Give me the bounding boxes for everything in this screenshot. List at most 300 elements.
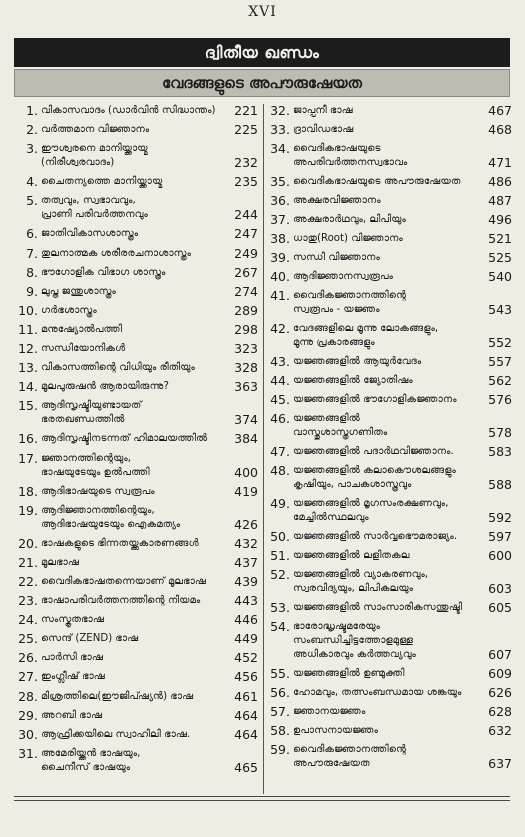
toc-entry-titles: [293, 601, 512, 615]
toc-entry-number: 36.: [270, 193, 290, 208]
toc-entry-line: [293, 634, 512, 648]
toc-entry-title: വൈദികഭാഷയുടെ: [293, 143, 381, 154]
toc-entry-line: [293, 303, 512, 317]
toc-entry: [16, 266, 258, 280]
toc-entry-title: മൂന്നു പ്രകാരങ്ങളും: [293, 337, 375, 348]
toc-entry-number: 16.: [18, 431, 38, 447]
toc-entry-titles: [41, 175, 258, 189]
toc-entry: [268, 724, 512, 738]
toc-entry-page: 543: [488, 302, 512, 317]
toc-entry-title: വർത്തമാന വിജ്ഞാനം: [41, 124, 150, 136]
toc-entry: [16, 728, 258, 742]
toc-entry-line: [293, 445, 512, 459]
toc-entry-title: ഗർഭശാസ്ത്രം: [41, 304, 97, 316]
toc-entry-titles: [293, 322, 512, 350]
toc-entry-title: സ്വരൂപം - യജ്ഞം: [293, 304, 380, 315]
toc-entry-page: 600: [488, 548, 512, 563]
toc-entry-titles: [41, 728, 258, 742]
toc-entry-title: യജ്ഞങ്ങളിൽ സാർവ്വഭൌമരാജ്യം.: [293, 531, 458, 542]
toc-entry: [268, 601, 512, 615]
toc-entry-line: [293, 497, 512, 511]
toc-entry-number: 11.: [18, 321, 38, 337]
toc-entry-page: 525: [488, 250, 512, 265]
toc-entry-title: ഭാഷകളുടെ ഭിന്നതയ്ക്കുകാരണങ്ങൾ: [41, 537, 199, 549]
toc-entry-line: [293, 620, 512, 634]
toc-entry-titles: [293, 568, 512, 596]
toc-entry-page: 557: [488, 354, 512, 369]
toc-entry-line: [41, 709, 258, 723]
toc-entry-title: പ്രാണി പരിവർത്തനവും: [41, 209, 148, 221]
toc-entry-title: തുലനാത്മക ശരീരരചനാശാസ്ത്രം: [41, 247, 191, 259]
toc-entry-titles: [293, 104, 512, 118]
toc-entry-number: 22.: [18, 573, 38, 589]
toc-entry: [16, 504, 258, 532]
toc-entry-number: 24.: [18, 612, 38, 628]
toc-entry-title: സന്ധി വിജ്ഞാനം: [293, 252, 380, 263]
toc-entry-title: അറബി ഭാഷ: [41, 709, 103, 721]
toc-entry-number: 47.: [270, 444, 290, 459]
toc-entry-titles: [293, 123, 512, 137]
toc-entry-page: 461: [234, 688, 258, 704]
toc-entry: [16, 537, 258, 551]
toc-entry-page: 432: [234, 535, 258, 551]
toc-entry-page: 628: [488, 704, 512, 719]
toc-entry: [16, 304, 258, 318]
toc-entry-titles: [41, 452, 258, 480]
toc-entry-page: 540: [488, 269, 512, 284]
toc-entry-page: 562: [488, 373, 512, 388]
toc-entry-title: ഈശ്വരനെ മാനിയ്ക്കായ്മ: [41, 143, 148, 155]
toc-entry-page: 468: [488, 122, 512, 137]
toc-entry-page: 298: [234, 321, 258, 337]
toc-entry: [16, 594, 258, 608]
toc-entry-line: [41, 304, 258, 318]
toc-entry-number: 9.: [26, 283, 38, 299]
toc-entry-title: വികാസവാദം (ഡാർവിൻ സിദ്ധാന്തം): [41, 105, 216, 116]
toc-entry-titles: [41, 485, 258, 499]
toc-entry-titles: [293, 705, 512, 719]
toc-entry-titles: [293, 142, 512, 170]
toc-entry-titles: [293, 355, 512, 369]
chapter-title-banner: [14, 69, 510, 97]
toc-entry-line: [293, 232, 512, 246]
toc-entry-number: 20.: [18, 535, 38, 551]
toc-entry: [268, 104, 512, 118]
toc-entry: [268, 620, 512, 662]
toc-entry-page: 603: [488, 581, 512, 596]
toc-entry-line: [293, 648, 512, 662]
toc-entry-page: 232: [234, 155, 258, 171]
toc-entry-page: 467: [488, 103, 512, 118]
toc-entry-number: 59.: [270, 742, 290, 757]
toc-entry-title: ആദിഭാഷയുടേയും ഐകമത്യം: [41, 518, 181, 530]
toc-entry-title: ജാപ്പനീ ഭാഷ: [293, 105, 353, 116]
toc-entry-titles: [293, 686, 512, 700]
toc-entry-line: [41, 399, 258, 413]
toc-entry-line: [41, 485, 258, 499]
toc-entry-page: 607: [488, 647, 512, 662]
toc-entry-line: [41, 556, 258, 570]
toc-entry-line: [41, 413, 258, 427]
toc-entry-line: [293, 374, 512, 388]
toc-entry: [16, 690, 258, 704]
toc-entry-line: [293, 175, 512, 189]
toc-entry-line: [293, 705, 512, 719]
toc-entry-page: 588: [488, 477, 512, 492]
toc-entry-number: 7.: [26, 245, 38, 261]
toc-entry-titles: [293, 497, 512, 525]
toc-entry-page: 443: [234, 593, 258, 609]
toc-entry-number: 41.: [270, 288, 290, 303]
toc-entry-page: 637: [488, 756, 512, 771]
toc-entry-title: മിശ്രത്തിലെ(ഈജിപ്ഷ്യൻ) ഭാഷ: [41, 690, 194, 702]
toc-entry-page: 439: [234, 573, 258, 589]
toc-entry-title: യജ്ഞങ്ങളിൽ സാംസാരികസന്തുഷ്ടി: [293, 602, 463, 613]
toc-entry: [16, 104, 258, 118]
toc-entry-title: മൂലഭാഷ: [41, 556, 80, 568]
toc-entry-page: 578: [488, 425, 512, 440]
toc-entry-line: [41, 285, 258, 299]
toc-entry-line: [293, 568, 512, 582]
toc-entry-line: [41, 466, 258, 480]
toc-entry-line: [41, 651, 258, 665]
toc-entry-title: ചൈനീസ് ഭാഷയും: [41, 761, 131, 773]
toc-entry-title: പാർസി ഭാഷ: [41, 652, 103, 664]
toc-entry-titles: [41, 651, 258, 665]
toc-entry: [16, 227, 258, 241]
toc-entry-page: 487: [488, 193, 512, 208]
toc-entry-title: ഉപാസനായജ്ഞം: [293, 725, 379, 736]
toc-entry: [268, 530, 512, 544]
toc-entry-line: [293, 426, 512, 440]
toc-entry-page: 552: [488, 335, 512, 350]
toc-entry-line: [293, 549, 512, 563]
toc-entry-number: 33.: [270, 122, 290, 137]
toc-entry: [16, 709, 258, 723]
toc-entry: [16, 142, 258, 170]
toc-entry: [268, 232, 512, 246]
toc-entry-titles: [41, 399, 258, 427]
toc-entry-title: യജ്ഞങ്ങളിൽ ഉണ്മുക്തി: [293, 668, 405, 679]
toc-entry-titles: [293, 412, 512, 440]
toc-entry-number: 42.: [270, 321, 290, 336]
toc-entry: [16, 247, 258, 261]
toc-entry-page: 419: [234, 483, 258, 499]
toc-entry-line: [293, 289, 512, 303]
toc-entry-titles: [41, 670, 258, 684]
toc-entry-title: അക്ഷരാർഥവും, ലിപിയും: [293, 214, 406, 225]
toc-entry-title: ആഫ്രിക്കയിലെ സ്വാഹിലി ഭാഷ.: [41, 728, 191, 740]
toc-entry-page: 486: [488, 174, 512, 189]
toc-entry-line: [41, 208, 258, 222]
toc-entry-title: യജ്ഞങ്ങളിൽ ജ്യോതിഷം: [293, 375, 413, 386]
column-divider: [263, 104, 264, 794]
toc-entry-number: 46.: [270, 411, 290, 426]
toc-entry-page: 437: [234, 554, 258, 570]
toc-entry-number: 4.: [26, 174, 38, 190]
toc-entry-number: 1.: [26, 103, 38, 118]
toc-entry-title: വൈദികഭാഷതന്നെയാണ് മൂലഭാഷ: [41, 575, 207, 587]
toc-entry-number: 12.: [18, 341, 38, 357]
toc-entry-number: 43.: [270, 354, 290, 369]
toc-entry-titles: [293, 724, 512, 738]
toc-entry-titles: [41, 285, 258, 299]
toc-entry-title: മേച്ചിൽസ്ഥലവും: [293, 512, 369, 523]
toc-entry-line: [41, 613, 258, 627]
toc-entry-titles: [41, 266, 258, 280]
toc-entry-page: 626: [488, 685, 512, 700]
toc-entry-page: 363: [234, 379, 258, 395]
toc-entry-titles: [41, 709, 258, 723]
toc-entry-titles: [293, 667, 512, 681]
toc-entry-title: ആദിജ്ഞാനത്തിന്റെയും,: [41, 504, 155, 516]
toc-entry-titles: [41, 380, 258, 394]
toc-entry-line: [41, 175, 258, 189]
toc-entry-titles: [293, 549, 512, 563]
toc-entry-title: അപൗരുഷേയത: [293, 758, 370, 769]
toc-entry: [16, 194, 258, 222]
toc-entry-line: [41, 194, 258, 208]
toc-entry-page: 464: [234, 707, 258, 723]
bottom-rule-top: [14, 796, 510, 797]
toc-entry: [268, 568, 512, 596]
toc-entry-title: ഭാഷയുടേയും ഉൽപത്തി: [41, 466, 150, 478]
toc-entry-title: വൈദികജ്ഞാനത്തിന്റെ: [293, 290, 407, 301]
toc-entry-number: 6.: [26, 226, 38, 242]
toc-entry-title: യജ്ഞങ്ങളിൽ വ്യാകരണവും,: [293, 569, 429, 580]
toc-entry-number: 32.: [270, 103, 290, 118]
toc-entry: [268, 393, 512, 407]
toc-entry-title: ഭാരോദ്ധൃഷ്ടമരേയും: [293, 621, 381, 632]
toc-entry: [16, 632, 258, 646]
part-title: ദ്വിതീയ ഖണ്ഡം: [204, 42, 320, 62]
toc-entry-titles: [41, 747, 258, 775]
toc-entry-line: [41, 632, 258, 646]
toc-entry-titles: [293, 289, 512, 317]
toc-entry-title: ലുപ്ത ജന്തുശാസ്ത്രം: [41, 285, 116, 297]
toc-entry-line: [41, 537, 258, 551]
toc-entry-titles: [41, 227, 258, 241]
toc-entry: [268, 445, 512, 459]
toc-entry-number: 27.: [18, 669, 38, 685]
toc-entry-page: 235: [234, 174, 258, 190]
toc-entry-title: യജ്ഞങ്ങളിൽ ഭൗഗോളികജ്ഞാനം: [293, 394, 457, 405]
toc-entry-line: [293, 743, 512, 757]
toc-entry-line: [293, 601, 512, 615]
toc-entry-page: 452: [234, 650, 258, 666]
page-number: XVI: [248, 4, 277, 20]
toc-entry-title: അധികാരവും കർത്തവ്യവും: [293, 649, 416, 660]
toc-entry-number: 8.: [26, 264, 38, 280]
toc-entry-title: മനുഷ്യോൽപത്തി: [41, 323, 123, 335]
toc-entry-number: 19.: [18, 502, 38, 518]
toc-entry-line: [293, 412, 512, 426]
toc-entry: [268, 194, 512, 208]
toc-entry-title: അക്ഷരവിജ്ഞാനം: [293, 195, 381, 206]
toc-entry-titles: [41, 575, 258, 589]
bottom-rule-bottom: [14, 800, 510, 801]
toc-entry: [16, 175, 258, 189]
toc-entry-line: [293, 104, 512, 118]
toc-entry-number: 50.: [270, 529, 290, 544]
toc-entry-titles: [41, 690, 258, 704]
toc-entry: [16, 670, 258, 684]
toc-entry-titles: [41, 247, 258, 261]
toc-entry-title: യജ്ഞങ്ങളിൽ ആയുർവേദം: [293, 356, 422, 367]
toc-entry-titles: [41, 537, 258, 551]
toc-entry-title: തത്വവും, സ്വഭാവവും,: [41, 195, 136, 207]
toc-entry-titles: [293, 445, 512, 459]
toc-entry-title: വേദങ്ങളിലെ മൂന്നു ലോകങ്ങളും,: [293, 323, 439, 334]
toc-entry-page: 597: [488, 529, 512, 544]
toc-entry-number: 38.: [270, 231, 290, 246]
toc-entry-title: ആദിജ്ഞാനസ്വരൂപം: [293, 271, 394, 282]
toc-entry-number: 54.: [270, 619, 290, 634]
toc-entry-page: 446: [234, 612, 258, 628]
toc-entry-line: [41, 761, 258, 775]
toc-entry-title: ഹോമവും, തത്സംബന്ധമായ ശങ്കയും: [293, 687, 462, 698]
toc-entry-line: [293, 213, 512, 227]
toc-entry-titles: [293, 374, 512, 388]
toc-entry-title: ജാതിവികാസശാസ്ത്രം: [41, 228, 139, 240]
toc-entry-page: 583: [488, 444, 512, 459]
toc-entry-page: 267: [234, 264, 258, 280]
toc-entry-number: 18.: [18, 483, 38, 499]
toc-entry-number: 10.: [18, 302, 38, 318]
toc-entry-titles: [293, 464, 512, 492]
toc-entry: [268, 667, 512, 681]
part-title-banner: [14, 38, 510, 67]
toc-entry-title: അമേരിയ്ക്കൻ ഭാഷയും,: [41, 747, 141, 759]
toc-entry-line: [41, 142, 258, 156]
toc-entry: [16, 342, 258, 356]
toc-entry-line: [41, 670, 258, 684]
toc-entry-title: വാസ്തുശാസ്ത്രഗണിതം: [293, 427, 388, 438]
toc-entry-line: [293, 530, 512, 544]
toc-entry: [268, 175, 512, 189]
toc-entry-line: [293, 464, 512, 478]
toc-entry: [268, 497, 512, 525]
toc-entry-line: [293, 393, 512, 407]
toc-entry-title: വൈദികഭാഷയുടെ അപൗരുഷേയത: [293, 176, 461, 187]
toc-entry-line: [41, 361, 258, 375]
toc-entry: [268, 374, 512, 388]
toc-entry: [268, 355, 512, 369]
toc-entry: [16, 485, 258, 499]
toc-entry: [268, 123, 512, 137]
toc-entry: [268, 289, 512, 317]
toc-entry-line: [41, 156, 258, 170]
toc-entry-page: 328: [234, 360, 258, 376]
toc-entry-number: 55.: [270, 666, 290, 681]
toc-entry-titles: [293, 393, 512, 407]
toc-entry-number: 25.: [18, 631, 38, 647]
toc-entry-title: ദ്രാവിഡഭാഷ: [293, 124, 354, 135]
toc-entry-line: [41, 690, 258, 704]
toc-entry-title: സെന്ദ് (ZEND) ഭാഷ: [41, 633, 139, 645]
toc-entry-line: [293, 582, 512, 596]
toc-entry-number: 37.: [270, 212, 290, 227]
toc-entry-title: കൃഷിയും, പാചകശാസ്ത്രവും: [293, 479, 412, 490]
toc-entry: [268, 213, 512, 227]
toc-entry-number: 39.: [270, 250, 290, 265]
toc-entry-titles: [293, 270, 512, 284]
toc-entry-page: 605: [488, 600, 512, 615]
toc-entry-title: യജ്ഞങ്ങളിൽ മൃഗസംരക്ഷണവും,: [293, 498, 449, 509]
toc-entry-number: 13.: [18, 360, 38, 376]
toc-entry-title: ഭൗഗോളിക വിഭാഗ ശാസ്ത്രം: [41, 266, 166, 278]
toc-entry-number: 56.: [270, 685, 290, 700]
toc-entry: [16, 452, 258, 480]
toc-entry-number: 45.: [270, 392, 290, 407]
toc-entry-page: 247: [234, 226, 258, 242]
toc-entry-line: [41, 432, 258, 446]
toc-entry-title: വികാസത്തിന്റെ വിധിയും രീതിയും: [41, 362, 195, 374]
toc-left-column: [16, 104, 258, 780]
toc-entry-titles: [41, 304, 258, 318]
toc-entry-title: ഭരതഖണ്ഡത്തിൽ: [41, 414, 125, 426]
toc-entry-number: 21.: [18, 554, 38, 570]
toc-entry-titles: [293, 175, 512, 189]
toc-entry-page: 449: [234, 631, 258, 647]
toc-entry-line: [293, 686, 512, 700]
toc-entry-page: 221: [234, 103, 258, 118]
toc-entry-titles: [41, 123, 258, 137]
toc-entry-line: [41, 247, 258, 261]
toc-entry: [268, 686, 512, 700]
toc-entry-titles: [293, 251, 512, 265]
toc-entry-line: [293, 478, 512, 492]
toc-entry-titles: [41, 361, 258, 375]
toc-entry-titles: [293, 232, 512, 246]
toc-entry-line: [293, 511, 512, 525]
toc-entry-line: [293, 270, 512, 284]
toc-entry-line: [293, 123, 512, 137]
toc-entry: [268, 412, 512, 440]
toc-entry-title: ജ്ഞാനത്തിന്റെയും,: [41, 452, 132, 464]
toc-entry-page: 609: [488, 666, 512, 681]
toc-entry-titles: [41, 556, 258, 570]
toc-entry-number: 29.: [18, 707, 38, 723]
toc-entry-page: 274: [234, 283, 258, 299]
toc-entry-number: 30.: [18, 726, 38, 742]
toc-entry-number: 5.: [26, 193, 38, 209]
toc-entry-line: [293, 322, 512, 336]
toc-entry-page: 289: [234, 302, 258, 318]
toc-entry-line: [293, 194, 512, 208]
toc-entry: [16, 123, 258, 137]
toc-entry-title: യജ്ഞങ്ങളിൽ പദാർഥവിജ്ഞാനം.: [293, 446, 454, 457]
toc-entry-title: (നിരീശ്വരവാദം): [41, 157, 115, 169]
toc-entry: [268, 251, 512, 265]
toc-entry-page: 426: [234, 516, 258, 532]
toc-entry: [268, 549, 512, 563]
toc-right-column: [268, 104, 512, 776]
toc-entry-titles: [293, 194, 512, 208]
toc-entry-number: 15.: [18, 398, 38, 414]
toc-entry: [268, 705, 512, 719]
toc-entry-line: [41, 452, 258, 466]
toc-entry: [268, 464, 512, 492]
toc-entry-number: 17.: [18, 450, 38, 466]
toc-entry: [16, 380, 258, 394]
toc-entry-titles: [41, 632, 258, 646]
toc-entry-page: 456: [234, 669, 258, 685]
chapter-title: വേദങ്ങളുടെ അപൗരുഷേയത: [162, 74, 362, 92]
toc-entry-title: ആദിസൃഷ്ടിനടന്നത് ഹിമാലയത്തിൽ: [41, 433, 208, 445]
toc-entry-line: [293, 757, 512, 771]
toc-entry-line: [41, 575, 258, 589]
